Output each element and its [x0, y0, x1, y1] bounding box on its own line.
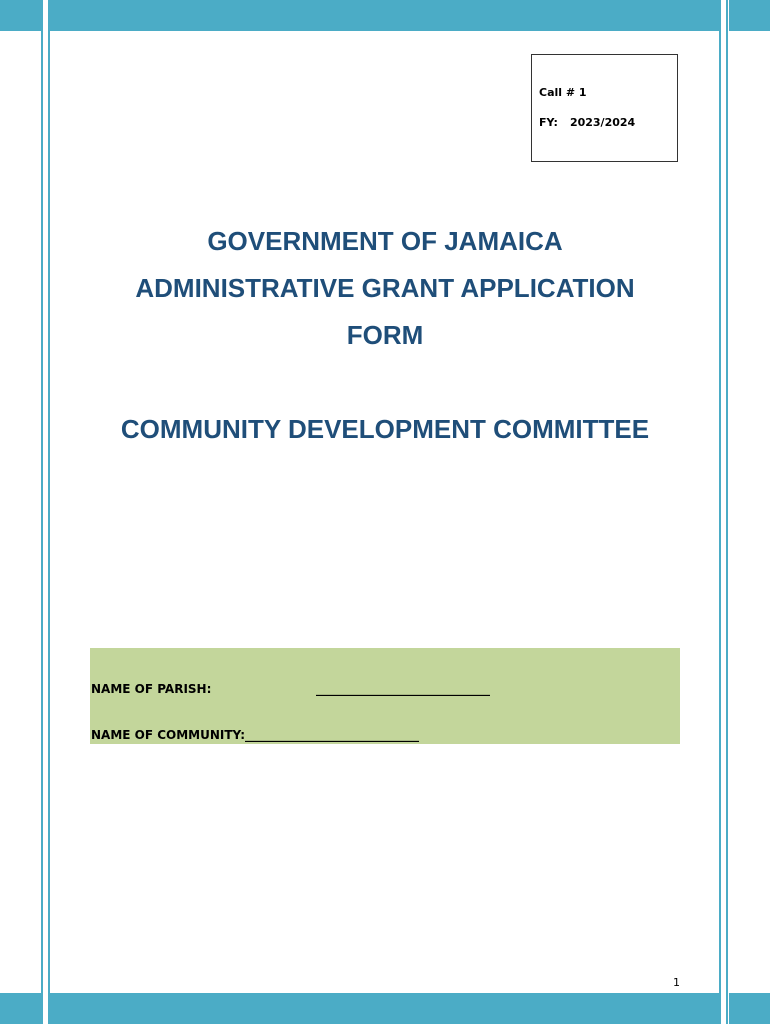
- title-line-1: GOVERNMENT OF JAMAICA: [207, 226, 563, 256]
- header-band-left: [0, 0, 41, 31]
- fy-value: 2023/2024: [569, 116, 636, 129]
- community-row: [91, 728, 419, 742]
- page-border-line: [719, 0, 721, 1024]
- footer-band-left: [0, 993, 41, 1024]
- document-title: [60, 218, 710, 359]
- footer-band: [50, 993, 719, 1024]
- page-border-line: [726, 0, 728, 1024]
- header-band: [50, 0, 719, 31]
- footer-band-right: [729, 993, 770, 1024]
- page-number: 1: [673, 976, 680, 989]
- header-band-right: [729, 0, 770, 31]
- title-line-3: FORM: [346, 320, 424, 350]
- page-border-line: [41, 0, 43, 1024]
- title-line-2: ADMINISTRATIVE GRANT APPLICATION: [135, 273, 635, 303]
- parish-label: NAME OF PARISH:: [91, 682, 212, 696]
- name-fields-box: [90, 648, 680, 744]
- call-number: Call # 1: [539, 86, 587, 99]
- community-blank-line: _____________________________: [245, 728, 419, 742]
- call-info-box: [531, 54, 678, 162]
- parish-blank-line: _____________________________: [316, 682, 490, 696]
- fiscal-year-row: [539, 116, 635, 129]
- community-label: NAME OF COMMUNITY:: [91, 728, 245, 742]
- document-subtitle: COMMUNITY DEVELOPMENT COMMITTEE: [120, 414, 650, 444]
- page-border-line: [48, 0, 50, 1024]
- fy-label: FY:: [539, 116, 558, 129]
